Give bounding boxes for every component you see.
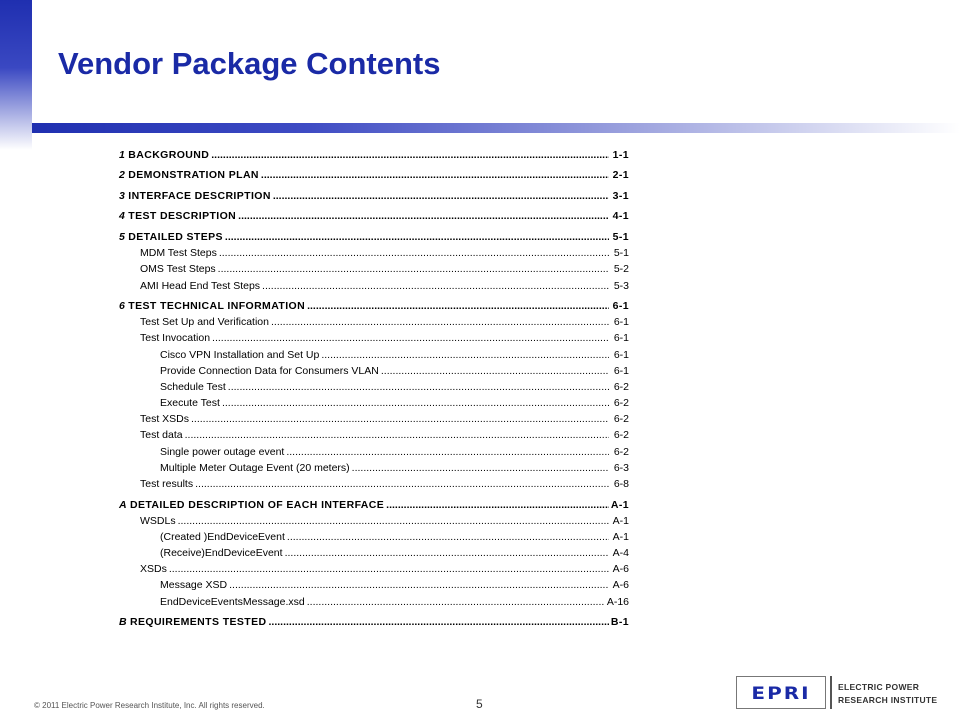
toc-entry: Provide Connection Data for Consumers VLAN ..... 6-1 <box>119 363 629 379</box>
toc-entry: 1 BACKGROUND ..... 1-1 <box>119 147 629 163</box>
toc-entry: Test XSDs ..... 6-2 <box>119 411 629 427</box>
toc-entry: Multiple Meter Outage Event (20 meters) ..... 6-3 <box>119 460 629 476</box>
toc-entry: Message XSD ..... A-6 <box>119 577 629 593</box>
table-of-contents <box>119 147 629 630</box>
toc-entry: (Receive)EndDeviceEvent ..... A-4 <box>119 545 629 561</box>
toc-entry: Schedule Test ..... 6-2 <box>119 379 629 395</box>
toc-entry: XSDs ..... A-6 <box>119 561 629 577</box>
title-underline-bar <box>32 123 960 133</box>
toc-entry: (Created )EndDeviceEvent ..... A-1 <box>119 529 629 545</box>
toc-entry: Test results ..... 6-8 <box>119 476 629 492</box>
copyright-notice: © 2011 Electric Power Research Institute, Inc. All rights reserved. <box>34 701 265 710</box>
toc-entry: OMS Test Steps ..... 5-2 <box>119 261 629 277</box>
toc-entry: 6 TEST TECHNICAL INFORMATION ..... 6-1 <box>119 298 629 314</box>
toc-entry: Test data ..... 6-2 <box>119 427 629 443</box>
logo-text-line-1: ELECTRIC POWER <box>838 682 920 692</box>
toc-entry: WSDLs ..... A-1 <box>119 513 629 529</box>
toc-entry: MDM Test Steps ..... 5-1 <box>119 245 629 261</box>
epri-logo-letters: EPRI <box>751 682 811 703</box>
toc-entry: EndDeviceEventsMessage.xsd ..... A-16 <box>119 594 629 610</box>
epri-logo-mark <box>736 676 826 709</box>
toc-entry: 5 DETAILED STEPS ..... 5-1 <box>119 229 629 245</box>
logo-text-line-2: RESEARCH INSTITUTE <box>838 695 938 705</box>
toc-entry: B REQUIREMENTS TESTED ..... B-1 <box>119 614 629 630</box>
toc-entry: Execute Test ..... 6-2 <box>119 395 629 411</box>
toc-entry: Cisco VPN Installation and Set Up ..... 6-1 <box>119 347 629 363</box>
page-number: 5 <box>476 697 483 711</box>
toc-entry: 3 INTERFACE DESCRIPTION ..... 3-1 <box>119 188 629 204</box>
epri-logo <box>736 676 938 709</box>
toc-entry: 4 TEST DESCRIPTION ..... 4-1 <box>119 208 629 224</box>
toc-entry: AMI Head End Test Steps ..... 5-3 <box>119 278 629 294</box>
toc-entry: Single power outage event ..... 6-2 <box>119 444 629 460</box>
logo-divider <box>830 676 832 709</box>
toc-entry: A DETAILED DESCRIPTION OF EACH INTERFACE ..... A-1 <box>119 497 629 513</box>
toc-entry: Test Invocation ..... 6-1 <box>119 330 629 346</box>
left-accent-bar <box>0 0 32 150</box>
toc-entry: Test Set Up and Verification ..... 6-1 <box>119 314 629 330</box>
slide-title: Vendor Package Contents <box>58 46 441 81</box>
toc-entry: 2 DEMONSTRATION PLAN ..... 2-1 <box>119 167 629 183</box>
